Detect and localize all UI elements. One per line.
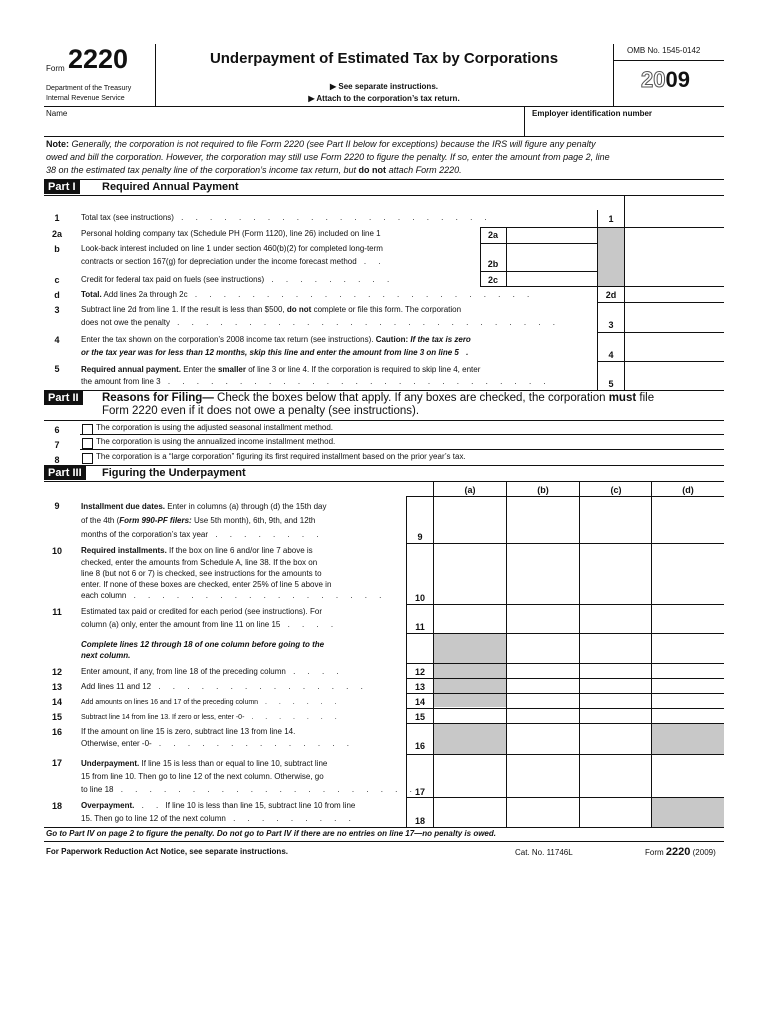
- line-9-col-b[interactable]: [508, 499, 578, 541]
- goto-instruction: Go to Part IV on page 2 to figure the penalty. Do not go to Part IV if there are no entries on line 17—no penalty is owed.: [46, 829, 496, 838]
- part2-label: Part II: [44, 391, 83, 405]
- part1-title: Required Annual Payment: [102, 181, 239, 193]
- line-17-col-c[interactable]: [581, 756, 650, 795]
- line-11-col-a[interactable]: [435, 606, 505, 631]
- line-2d-input[interactable]: [626, 288, 722, 301]
- instructions-line: ▶ See separate instructions.: [330, 82, 438, 91]
- line-15-col-a[interactable]: [435, 710, 505, 722]
- column-c-header: (c): [610, 485, 622, 495]
- line-2b-input[interactable]: [508, 256, 594, 269]
- line-11-col-b[interactable]: [508, 606, 578, 631]
- part1-label: Part I: [44, 180, 80, 194]
- line-12-col-b[interactable]: [508, 665, 578, 677]
- part3-label: Part III: [44, 466, 86, 480]
- form-title: Underpayment of Estimated Tax by Corporations: [209, 50, 559, 67]
- omb-number: OMB No. 1545-0142: [627, 46, 701, 55]
- line-10-col-c[interactable]: [581, 546, 650, 602]
- line-4-input[interactable]: [626, 346, 722, 359]
- line-9-col-c[interactable]: [581, 499, 650, 541]
- complete-instruction-line1: Complete lines 12 through 18 of one column before going to the: [81, 640, 325, 649]
- line-16-col-b[interactable]: [508, 725, 578, 753]
- line-10-col-a[interactable]: [435, 546, 505, 602]
- tax-year: 2009: [641, 67, 690, 92]
- line-13-col-d[interactable]: [653, 680, 722, 692]
- name-label: Name: [46, 109, 68, 118]
- line-11-col-c[interactable]: [581, 606, 650, 631]
- catalog-number: Cat. No. 11746L: [515, 848, 573, 857]
- line-17-col-d[interactable]: [653, 756, 722, 795]
- line-17-col-a[interactable]: [435, 756, 505, 795]
- line-18-col-c[interactable]: [581, 799, 650, 825]
- dept-line2: Internal Revenue Service: [46, 95, 125, 102]
- line-1-input[interactable]: [626, 212, 722, 225]
- dept-line1: Department of the Treasury: [46, 85, 132, 92]
- note-line2: owed and bill the corporation. However, the corporation may still use Form 2220 to figure the penalty. If so, enter the amount from page 2, line: [46, 152, 610, 162]
- part3-title: Figuring the Underpayment: [102, 467, 246, 479]
- part2-title-line2: Form 2220 even if it does not owe a penalty (see instructions).: [102, 405, 420, 417]
- column-b-header: (b): [537, 485, 549, 495]
- line-14-col-b[interactable]: [508, 695, 578, 707]
- note-line1: Generally, the corporation is not required to file Form 2220 (see Part II below for exceptions) because the IRS will figure any penalty: [71, 139, 596, 149]
- line-2c-input[interactable]: [508, 273, 594, 285]
- line-13-col-c[interactable]: [581, 680, 650, 692]
- line-9-col-d[interactable]: [653, 499, 722, 541]
- line-12-col-c[interactable]: [581, 665, 650, 677]
- attach-line: ▶ Attach to the corporation’s tax return.: [308, 94, 460, 103]
- line-15-col-c[interactable]: [581, 710, 650, 722]
- line-12-col-d[interactable]: [653, 665, 722, 677]
- line-18-col-b[interactable]: [508, 799, 578, 825]
- part2-title: Reasons for Filing— Check the boxes below that apply. If any boxes are checked, the corporation must file: [102, 392, 655, 404]
- ein-input[interactable]: [530, 120, 720, 134]
- line-10-col-b[interactable]: [508, 546, 578, 602]
- line-3-input[interactable]: [626, 317, 722, 330]
- ein-label: Employer identification number: [532, 109, 653, 118]
- line-16-col-c[interactable]: [581, 725, 650, 753]
- line-8-checkbox[interactable]: [82, 453, 93, 464]
- paperwork-notice: For Paperwork Reduction Act Notice, see separate instructions.: [46, 847, 288, 856]
- form-number: 2220: [68, 44, 129, 74]
- line-7-checkbox[interactable]: [82, 438, 93, 449]
- line-14-col-d[interactable]: [653, 695, 722, 707]
- line-15-col-d[interactable]: [653, 710, 722, 722]
- form-footer-id: Form 2220 (2009): [645, 846, 716, 858]
- note-line3: 38 on the estimated tax penalty line of the corporation’s income tax return, but do not attach Form 2220.: [46, 165, 462, 175]
- line-17-col-b[interactable]: [508, 756, 578, 795]
- line-5-input[interactable]: [626, 375, 722, 388]
- line-2a-input[interactable]: [508, 229, 594, 242]
- line-9-col-a[interactable]: [435, 499, 505, 541]
- line-10-col-d[interactable]: [653, 546, 722, 602]
- complete-instruction-line2: next column.: [81, 651, 131, 660]
- column-a-header: (a): [464, 485, 476, 495]
- line-13-col-b[interactable]: [508, 680, 578, 692]
- line-14-col-c[interactable]: [581, 695, 650, 707]
- name-input[interactable]: [80, 118, 520, 132]
- line-15-col-b[interactable]: [508, 710, 578, 722]
- form-word: Form: [46, 64, 65, 73]
- column-d-header: (d): [682, 485, 694, 495]
- note-label: Note:: [46, 139, 69, 149]
- line-18-col-a[interactable]: [435, 799, 505, 825]
- line-11-col-d[interactable]: [653, 606, 722, 631]
